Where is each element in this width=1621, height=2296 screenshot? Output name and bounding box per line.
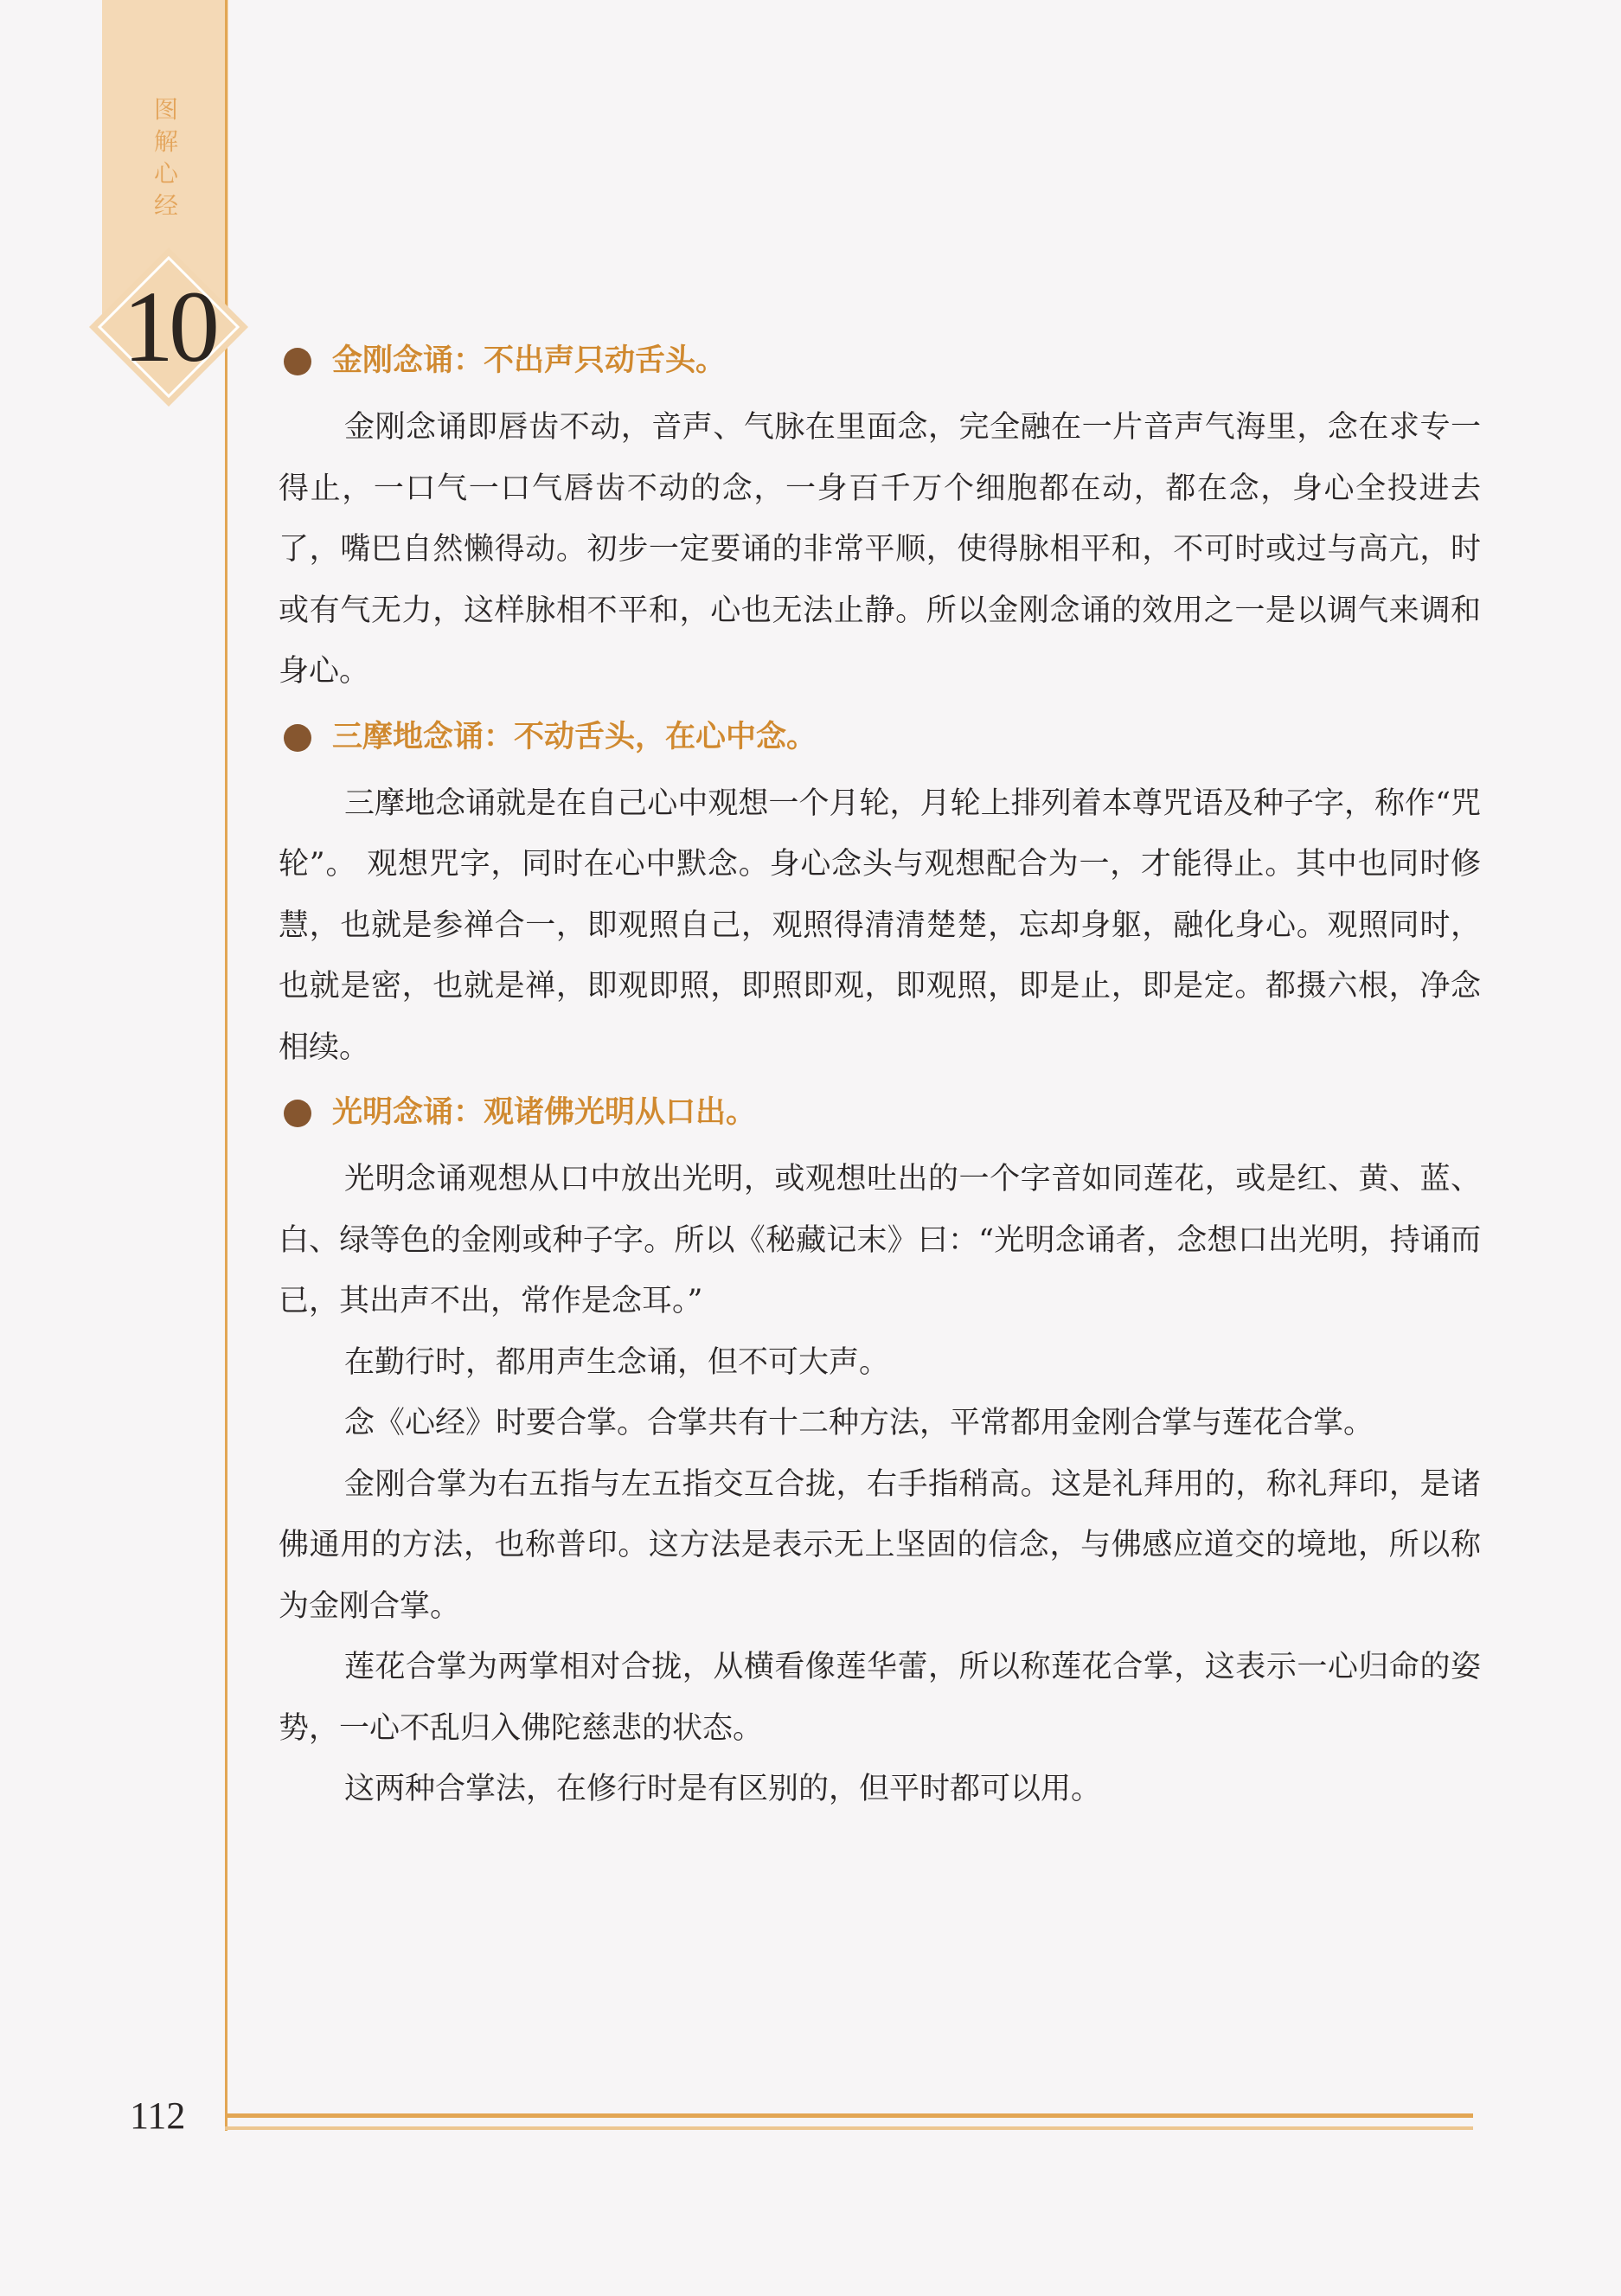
book-title: 图解心经 bbox=[153, 95, 178, 220]
paragraph: 光明念诵观想从口中放出光明，或观想吐出的一个字音如同莲花，或是红、黄、蓝、白、绿等色的金刚或种子字。所以《秘藏记末》曰：“光明念诵者，念想口出光明，持诵而已，其出声不出，常作是念耳。” bbox=[279, 1162, 1481, 1318]
main-content bbox=[279, 333, 1481, 1820]
bullet-dot-icon bbox=[284, 348, 311, 375]
section-heading-text: 三摩地念诵：不动舌头，在心中念。 bbox=[332, 719, 817, 754]
paragraph: 三摩地念诵就是在自己心中观想一个月轮，月轮上排列着本尊咒语及种子字，称作“咒轮”。 观想咒字，同时在心中默念。身心念头与观想配合为一，才能得止。其中也同时修慧，也就是参禅合一，即观照自己，观照得清清楚楚，忘却身躯，融化身心。观照同时，也就是密，也就是禅，即观即照，即照即观，即观照，即是止，即是定。都摄六根，净念相续。 bbox=[279, 786, 1481, 1065]
paragraph: 这两种合掌法，在修行时是有区别的，但平时都可以用。 bbox=[344, 1772, 1102, 1806]
bullet-dot-icon bbox=[284, 724, 311, 752]
section-heading-light-recitation bbox=[279, 1085, 1481, 1140]
paragraph: 金刚合掌为右五指与左五指交互合拢，右手指稍高。这是礼拜用的，称礼拜印，是诸佛通用的方法，也称普印。这方法是表示无上坚固的信念，与佛感应道交的境地，所以称为金刚合掌。 bbox=[279, 1466, 1481, 1624]
paragraph: 莲花合掌为两掌相对合拢，从横看像莲华蕾，所以称莲花合掌，这表示一心归命的姿势，一心不乱归入佛陀慈悲的状态。 bbox=[279, 1650, 1481, 1746]
paragraph: 金刚念诵即唇齿不动，音声、气脉在里面念，完全融在一片音声气海里，念在求专一得止，一口气一口气唇齿不动的念，一身百千万个细胞都在动，都在念，身心全投进去了，嘴巴自然懒得动。初步一定要诵的非常平顺，使得脉相平和，不可时或过与高亢，时或有气无力，这样脉相不平和，心也无法止静。所以金刚念诵的效用之一是以调气来调和身心。 bbox=[279, 410, 1481, 689]
section-heading-vajra-recitation bbox=[279, 333, 1481, 388]
section-heading-samadhi-recitation bbox=[279, 709, 1481, 765]
section-heading-text: 金刚念诵：不出声只动舌头。 bbox=[332, 343, 727, 378]
section-heading-text: 光明念诵：观诸佛光明从口出。 bbox=[332, 1095, 757, 1130]
chapter-number: 10 bbox=[123, 270, 215, 383]
page-number: 112 bbox=[130, 2094, 186, 2137]
footer-rule bbox=[225, 2113, 1473, 2118]
footer-rule-secondary bbox=[225, 2126, 1473, 2130]
bullet-dot-icon bbox=[284, 1100, 311, 1127]
paragraph: 念《心经》时要合掌。合掌共有十二种方法，平常都用金刚合掌与莲花合掌。 bbox=[344, 1406, 1374, 1440]
paragraph: 在勤行时，都用声生念诵，但不可大声。 bbox=[344, 1344, 890, 1380]
